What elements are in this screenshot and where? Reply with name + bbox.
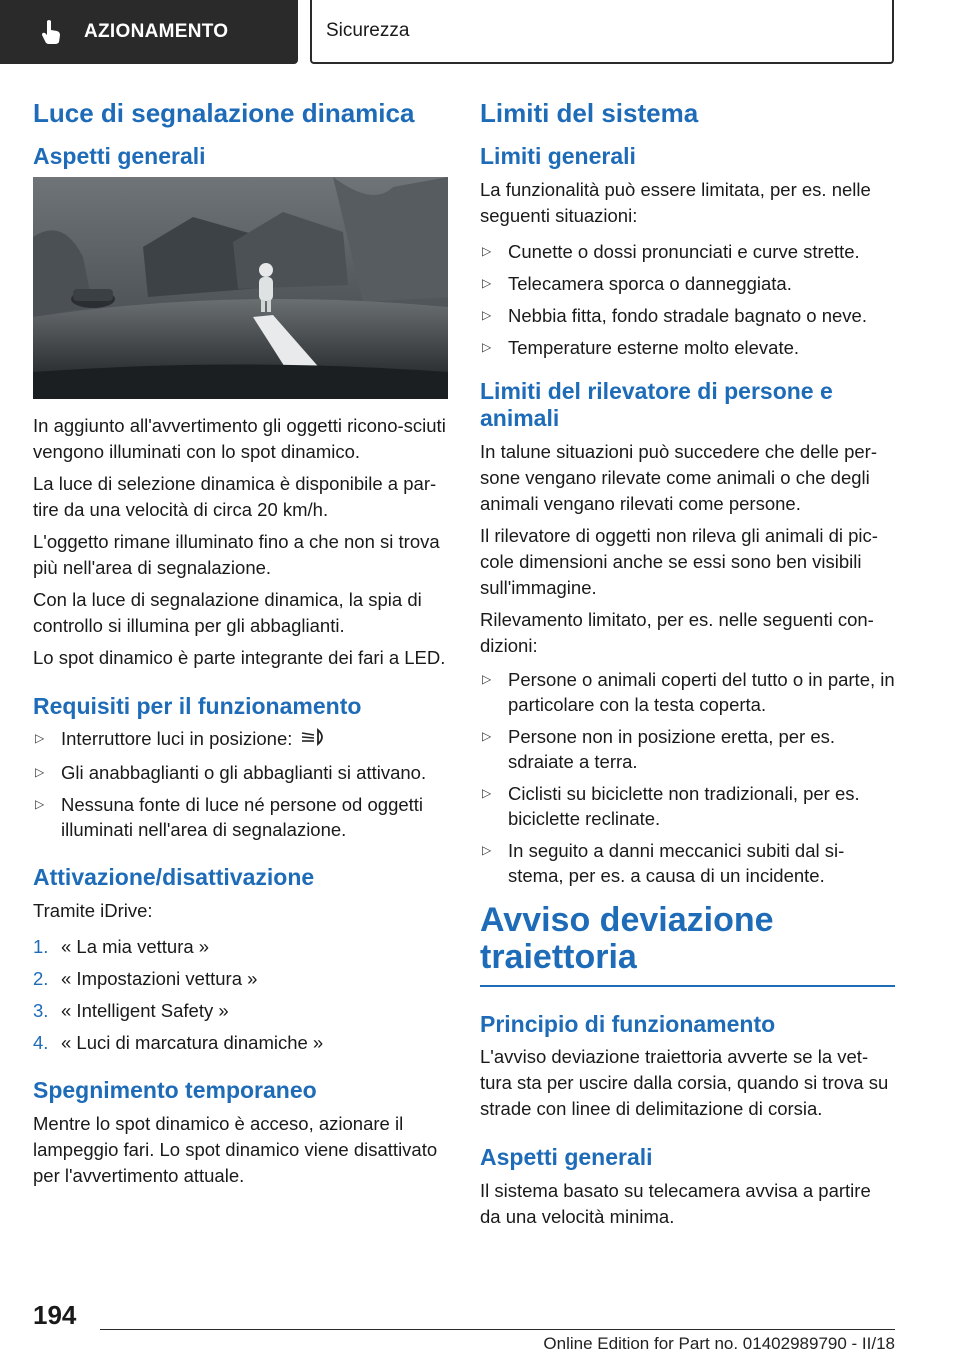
paragraph: Il rilevatore di oggetti non rileva gli animali di pic-cole dimensioni anche se essi sono ben visibili sull'immagine.: [480, 524, 878, 598]
triangle-bullet-icon: ▷: [482, 728, 492, 743]
list-item: 2. « Impostazioni vettura »: [33, 968, 258, 990]
paragraph: Lo spot dinamico è parte integrante dei fari a LED.: [33, 646, 446, 668]
list-item: 4. « Luci di marcatura dinamiche »: [33, 1032, 324, 1054]
edition-footer: Online Edition for Part no. 01402989790 - II/18: [543, 1334, 895, 1353]
paragraph: In talune situazioni può succedere che delle per-sone vengano rilevate come animali o che degli animali vengano rilevati come persone.: [480, 440, 877, 514]
paragraph: Tramite iDrive:: [33, 900, 153, 922]
triangle-bullet-icon: ▷: [482, 339, 492, 354]
subheading: Aspetti generali: [33, 143, 206, 170]
list-item: ▷ Gli anabbaglianti o gli abbaglianti si attivano.: [35, 762, 427, 784]
subheading: Attivazione/disattivazione: [33, 864, 315, 891]
subheading: Principio di funzionamento: [480, 1010, 776, 1037]
triangle-bullet-icon: ▷: [482, 275, 492, 290]
chapter-heading-wrap: [480, 902, 895, 987]
subheading: Limiti generali: [480, 143, 636, 170]
triangle-bullet-icon: ▷: [482, 243, 492, 258]
paragraph: Mentre lo spot dinamico è acceso, azionare il lampeggio fari. Lo spot dinamico viene disattivato per l'avvertimento attuale.: [33, 1112, 438, 1186]
limits-list: [480, 239, 895, 360]
detection-limits-list: [480, 667, 895, 888]
hand-pointer-icon: [40, 19, 66, 45]
subheading: Limiti del rilevatore di persone e animali: [480, 377, 833, 432]
list-item: ▷ Telecamera sporca o danneggiata.: [482, 272, 792, 294]
subheading: Requisiti per il funzionamento: [33, 692, 362, 719]
steps-list: [33, 934, 448, 1055]
chapter-tab[interactable]: [0, 0, 298, 64]
list-item: ▷ Persone o animali coperti del tutto o in parte, in particolare con la testa coperta.: [482, 668, 895, 715]
paragraph: La luce di selezione dinamica è disponibile a par-tire da una velocità di circa 20 km/h.: [33, 472, 437, 520]
list-item: ▷ Ciclisti su biciclette non tradizionali, per es. biciclette reclinate.: [482, 782, 860, 829]
triangle-bullet-icon: ▷: [35, 797, 45, 812]
list-item: ▷ In seguito a danni meccanici subiti dal si-stema, per es. a causa di un incidente.: [482, 839, 845, 886]
paragraph: L'avviso deviazione traiettoria avverte se la vet-tura sta per uscire dalla corsia, quando si trova su strade con linee di delimitazione di corsia.: [480, 1046, 889, 1120]
section-heading: Luce di segnalazione dinamica: [33, 98, 415, 128]
triangle-bullet-icon: ▷: [482, 785, 492, 800]
triangle-bullet-icon: ▷: [482, 842, 492, 857]
section-heading: Limiti del sistema: [480, 98, 699, 128]
list-item: 3. « Intelligent Safety »: [33, 1000, 229, 1022]
list-item: ▷ Temperature esterne molto elevate.: [482, 336, 800, 358]
footer-divider: [100, 1329, 895, 1330]
chapter-label: AZIONAMENTO: [84, 21, 229, 42]
subheading: Aspetti generali: [480, 1144, 653, 1171]
triangle-bullet-icon: ▷: [482, 307, 492, 322]
list-item: ▷ Nebbia fitta, fondo stradale bagnato o neve.: [482, 304, 867, 326]
section-tab[interactable]: [310, 0, 894, 64]
requirements-list: [33, 726, 448, 842]
section-label: Sicurezza: [326, 20, 410, 41]
right-column: [480, 98, 895, 1236]
list-item: ▷ Nessuna fonte di luce né persone od oggetti illuminati nell'area di segnalazione.: [35, 794, 424, 841]
triangle-bullet-icon: ▷: [482, 671, 492, 686]
paragraph: L'oggetto rimane illuminato fino a che non si trova più nell'area di segnalazione.: [33, 530, 440, 578]
paragraph: La funzionalità può essere limitata, per es. nelle seguenti situazioni:: [480, 178, 871, 226]
list-item: 1. « La mia vettura »: [33, 936, 210, 958]
night-vision-image: [33, 177, 448, 399]
chapter-heading: Avviso deviazione traiettoria: [480, 900, 774, 977]
list-item: ▷ Persone non in posizione eretta, per es. sdraiate a terra.: [482, 725, 836, 772]
low-beam-icon: [298, 727, 328, 753]
list-item: ▷ Interruttore luci in posizione:: [33, 726, 448, 753]
subheading: Spegnimento temporaneo: [33, 1077, 317, 1104]
page-number: 194: [33, 1300, 77, 1330]
list-item: ▷ Cunette o dossi pronunciati e curve strette.: [482, 240, 860, 262]
paragraph: Rilevamento limitato, per es. nelle seguenti con-dizioni:: [480, 608, 874, 656]
paragraph: Con la luce di segnalazione dinamica, la spia di controllo si illumina per gli abbaglianti.: [33, 588, 422, 636]
triangle-bullet-icon: ▷: [35, 765, 45, 780]
triangle-bullet-icon: ▷: [35, 731, 45, 746]
paragraph: In aggiunto all'avvertimento gli oggetti ricono-sciuti vengono illuminati con lo spot dinamico.: [33, 414, 446, 462]
left-column: [33, 98, 448, 1195]
paragraph: Il sistema basato su telecamera avvisa a partire da una velocità minima.: [480, 1179, 871, 1227]
